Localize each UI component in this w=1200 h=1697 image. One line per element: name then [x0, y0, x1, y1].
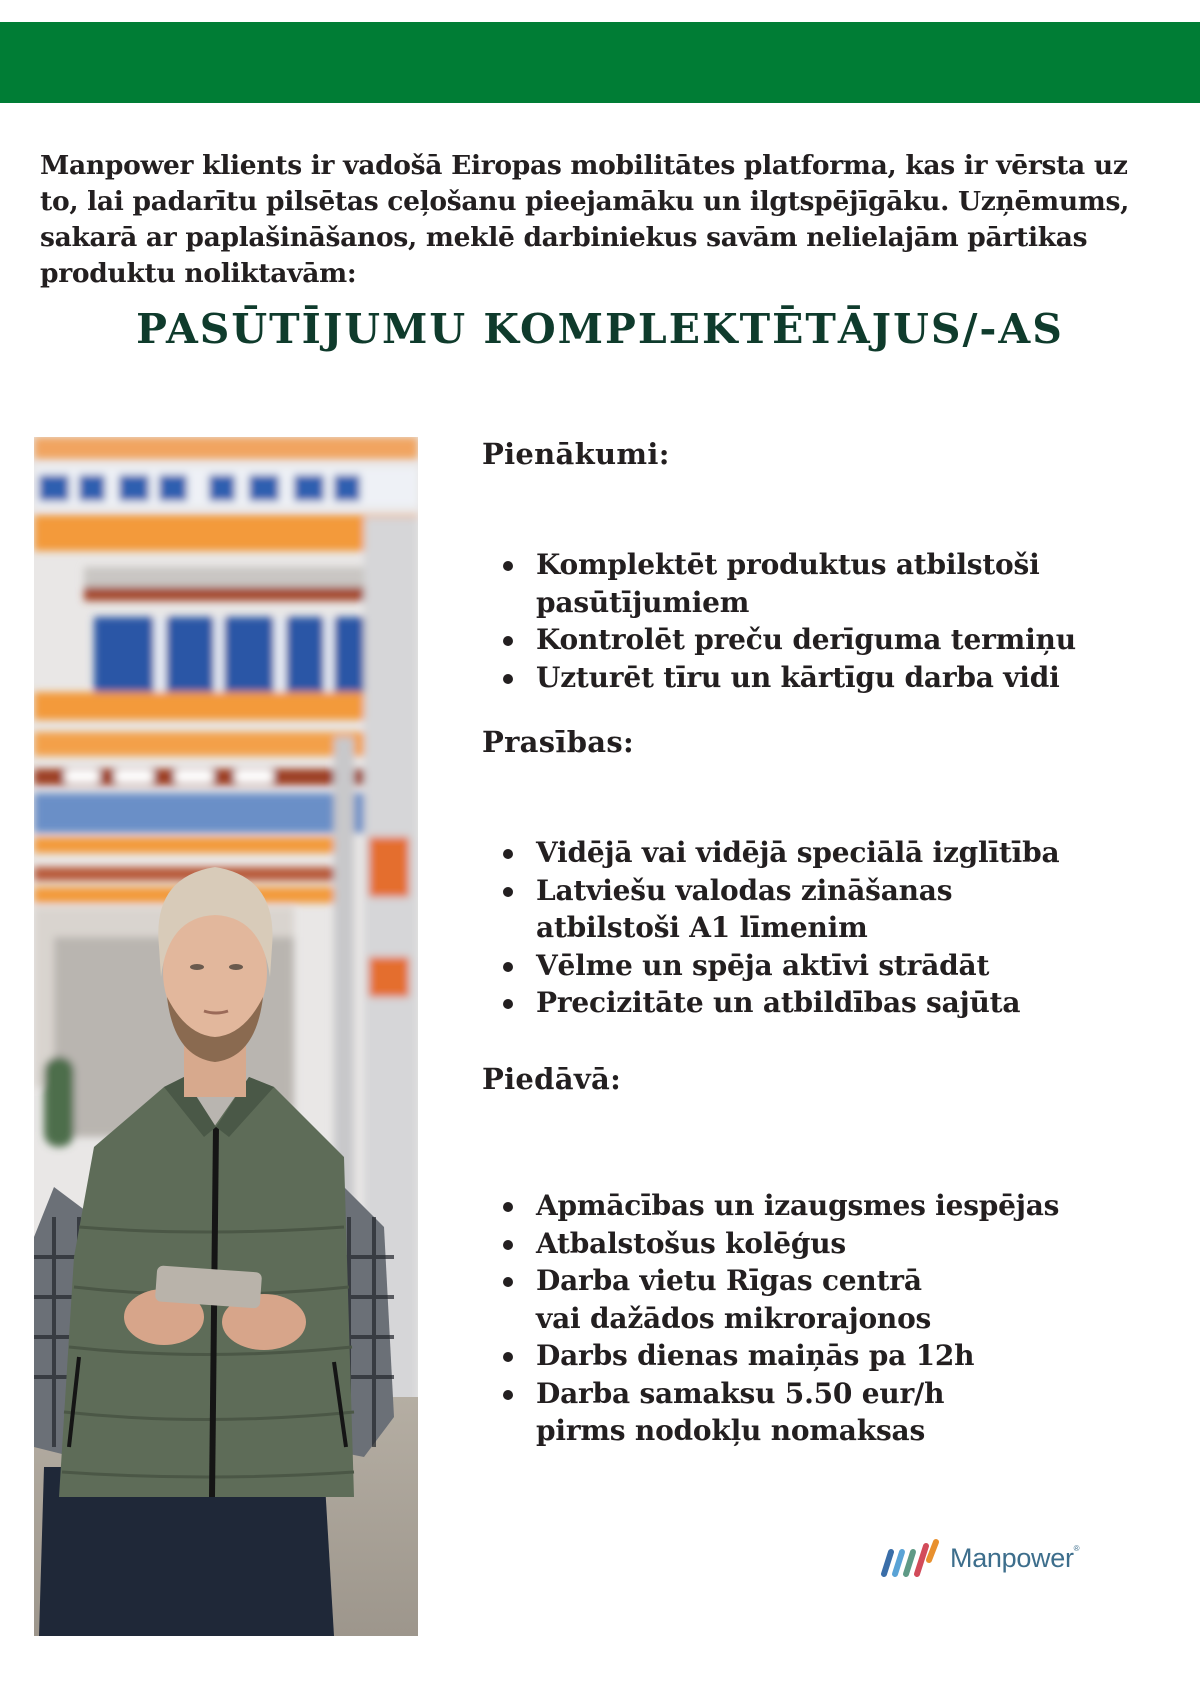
manpower-stripes-icon [878, 1538, 942, 1578]
duties-list [482, 546, 1122, 696]
list-item: Latviešu valodas zināšanas atbilstoši A1 līmenim [482, 872, 1056, 947]
list-item: Vidējā vai vidējā speciālā izglītība [482, 834, 1122, 872]
list-item: Darba samaksu 5.50 eur/h pirms nodokļu nomaksas [482, 1375, 1006, 1450]
list-item: Darba vietu Rīgas centrā vai dažādos mikrorajonos [482, 1262, 966, 1337]
manpower-wordmark: Manpower [950, 1542, 1074, 1573]
list-item: Darbs dienas maiņās pa 12h [482, 1337, 1122, 1375]
worker-photo [34, 437, 418, 1636]
section-requirements [482, 724, 1122, 1022]
section-heading: Pienākumi: [482, 437, 670, 471]
list-item: Precizitāte un atbildības sajūta [482, 984, 1122, 1022]
list-item: Apmācības un izaugsmes iespējas [482, 1187, 1122, 1225]
registered-mark: ® [1073, 1544, 1080, 1553]
requirements-list [482, 834, 1122, 1022]
section-heading: Piedāvā: [482, 1062, 622, 1096]
list-item: Vēlme un spēja aktīvi strādāt [482, 947, 1122, 985]
section-heading: Prasības: [482, 725, 635, 759]
manpower-logo [878, 1536, 1080, 1580]
list-item: Uzturēt tīru un kārtīgu darba vidi [482, 659, 1122, 697]
job-title: PASŪTĪJUMU KOMPLEKTĒTĀJUS/-AS [136, 305, 1064, 353]
list-item: Kontrolēt preču derīguma termiņu [482, 621, 1122, 659]
header-band [0, 22, 1200, 103]
offer-list [482, 1187, 1122, 1450]
intro-paragraph: Manpower klients ir vadošā Eiropas mobilitātes platforma, kas ir vērsta uz to, lai padarītu pilsētas ceļošanu pieejamāku un ilgtspējīgāku. Uzņēmums, sakarā ar paplašināšanos, meklē darbiniekus savām nelielajām pārtikas produktu noliktavām: [40, 150, 1130, 289]
section-duties [482, 436, 1122, 696]
list-item: Komplektēt produktus atbilstoši pasūtījumiem [482, 546, 1122, 621]
section-offer [482, 1061, 1122, 1450]
list-item: Atbalstošus kolēģus [482, 1225, 1122, 1263]
